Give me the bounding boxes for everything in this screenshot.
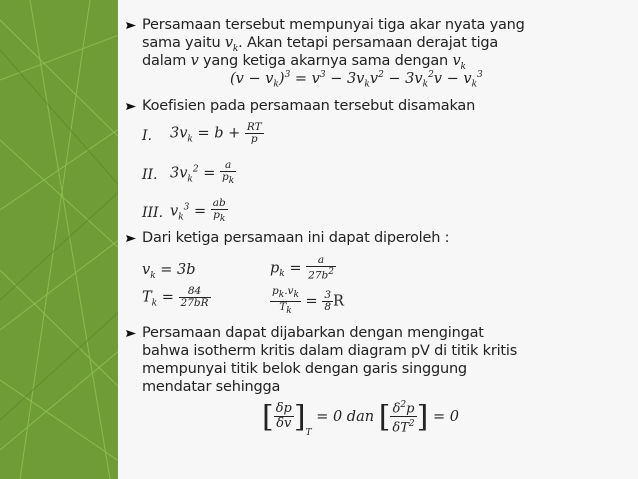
equation-II: $3v_k^2$ = $\frac{a}{p_k}$ (170, 159, 235, 187)
bullet-4-line-1: Persamaan dapat dijabarkan dengan mengingat (142, 325, 484, 341)
decorative-sidebar (0, 0, 132, 479)
result-pk: $p_k$ = $\frac{a}{27b^2}$ (270, 254, 334, 282)
bullet-4-line-3: mempunyai titik belok dengan garis singgung (142, 361, 467, 377)
bullet-2: Koefisien pada persamaan tersebut disamakan (142, 98, 476, 114)
result-Tk: $T_k$ = $\frac{84}{27bR}$ (142, 285, 209, 309)
bullet-1-line-3-text: dalam (142, 53, 187, 69)
bullet-1-line-3-rest: yang ketiga akarnya sama dengan (202, 53, 449, 69)
bullet-4-line-4: mendatar sehingga (142, 379, 281, 395)
sidebar-line-pattern (0, 0, 132, 479)
equation-I: $3v_k = b$ + $\frac{RT}{p}$ (170, 121, 262, 145)
equation-III: $v_k^3$ = $\frac{ab}{p_k}$ (170, 197, 226, 225)
bullet-1-line-2-rest: . Akan tetapi persamaan derajat tiga (238, 35, 499, 51)
result-ratio: $\frac{p_k.v_k}{T_k}$ = $\frac{3}{8}$ R (272, 285, 344, 317)
label-II: II. (142, 167, 158, 183)
result-vk: $v_k = 3b$ (142, 262, 196, 281)
bullet-1-line-2-text: sama yaitu (142, 35, 221, 51)
vk-symbol: $v_k$ (224, 35, 239, 54)
cubic-equation: $(v - v_k)^3 = v^3 - 3v_kv^2 - 3v_k^2v - v_k^3$ (230, 70, 483, 90)
label-III: III. (142, 205, 164, 221)
final-equation: [ $\frac{\delta p}{\delta v}$ ]$_T = 0$ dan [ $\frac{\delta^2p}{\delta T^2}$ ] = 0 (262, 399, 459, 438)
bullet-4-line-2: bahwa isotherm kritis dalam diagram pV di titik kritis (142, 343, 518, 359)
bullet-1-line-1: Persamaan tersebut mempunyai tiga akar nyata yang (142, 17, 525, 33)
bullet-1-line-3: dalam v yang ketiga akarnya sama dengan $v_k$ (142, 53, 466, 72)
label-I: I. (142, 128, 152, 144)
bullet-3: Dari ketiga persamaan ini dapat diperoleh : (142, 230, 450, 246)
